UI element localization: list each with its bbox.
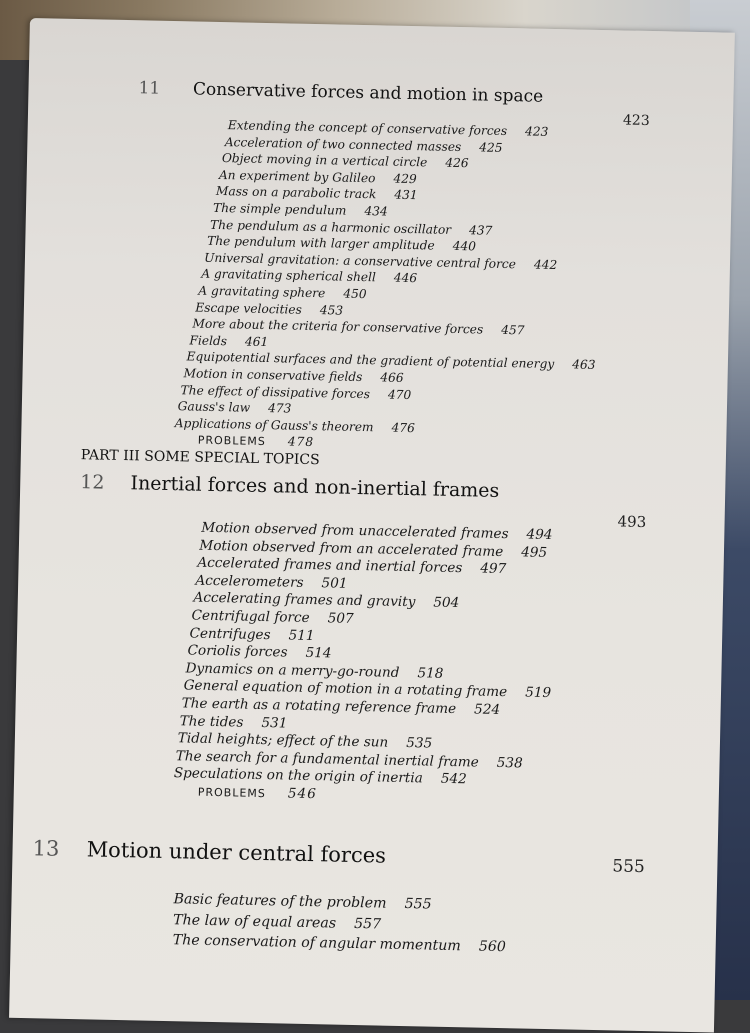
toc-entry-title: Universal gravitation: a conservative central force (204, 250, 517, 272)
toc-entry (180, 713, 288, 731)
toc-entry-page: 429 (393, 171, 417, 186)
toc-entry (173, 932, 507, 955)
toc-entry-title: The effect of dissipative forces (180, 382, 371, 401)
problems-label: PROBLEMS (197, 785, 266, 801)
toc-entry-title: Motion observed from an accelerated frame (199, 537, 504, 560)
toc-entry-page: 470 (387, 387, 412, 402)
toc-entry (222, 151, 469, 170)
toc-entry-title: More about the criteria for conservative forces (192, 316, 484, 337)
toc-entry-title: Gauss's law (177, 399, 251, 415)
toc-entry-title: The tides (179, 712, 244, 731)
toc-entry-title: Tidal heights; effect of the sun (177, 730, 389, 751)
toc-entry-page: 494 (526, 526, 553, 544)
chapter-13-heading (32, 836, 386, 867)
toc-entry (219, 168, 417, 186)
toc-entry (180, 383, 411, 402)
toc-entry (216, 184, 418, 202)
toc-entry-page: 426 (445, 155, 469, 171)
toc-entry-title: Centrifugal force (191, 607, 310, 626)
toc-entry-page: 497 (480, 560, 507, 578)
toc-entry (195, 572, 347, 591)
toc-entry-page: 473 (267, 401, 292, 416)
chapter-13-page: 555 (612, 856, 646, 878)
toc-entry (178, 399, 292, 415)
toc-entry-page: 425 (479, 140, 503, 155)
toc-entry-title: The law of equal areas (172, 911, 337, 932)
toc-entry-title: The conservation of angular momentum (172, 932, 461, 955)
toc-entry-title: Basic features of the problem (173, 891, 387, 912)
toc-entry-page: 466 (380, 370, 404, 385)
toc-entry-page: 535 (406, 735, 433, 752)
toc-entry-title: Equipotential surfaces and the gradient of potential energy (186, 349, 555, 372)
chapter-12-heading (80, 471, 499, 502)
toc-entry-title: The earth as a rotating reference frame (181, 695, 457, 718)
toc-entry (189, 625, 314, 644)
toc-entry-page: 495 (521, 544, 548, 561)
toc-entry-title: Applications of Gauss's theorem (174, 415, 374, 435)
toc-entry-page: 450 (343, 286, 367, 302)
toc-entry-page: 463 (572, 357, 596, 373)
toc-entry-page: 514 (305, 645, 332, 662)
toc-entry-title: A gravitating spherical shell (201, 267, 377, 285)
toc-entry (191, 608, 353, 627)
problems-page: 478 (287, 434, 315, 450)
chapter-title: Inertial forces and non-inertial frames (130, 472, 500, 502)
toc-entry-title: Dynamics on a merry-go-round (185, 660, 400, 681)
chapter-11-page: 423 (622, 112, 650, 129)
toc-entry-page: 557 (353, 915, 382, 933)
toc-entry-title: Accelerometers (195, 572, 304, 591)
toc-entry-page: 519 (524, 684, 552, 702)
toc-entry-page: 461 (244, 334, 269, 349)
toc-entry-page: 560 (478, 938, 507, 956)
toc-entry (183, 366, 403, 385)
toc-entry-title: A gravitating sphere (198, 283, 326, 301)
toc-entry-title: The pendulum as a harmonic oscillator (209, 217, 452, 237)
toc-entry (175, 416, 415, 435)
toc-entry-page: 518 (417, 665, 444, 682)
toc-entry-title: The search for a fundamental inertial frame (175, 748, 479, 771)
toc-entry-title: Acceleration of two connected masses (224, 134, 462, 154)
toc-entry-title: Coriolis forces (187, 642, 288, 661)
chapter-number: 13 (32, 836, 60, 861)
toc-problems (198, 433, 315, 449)
problems-label: PROBLEMS (197, 433, 266, 449)
toc-entry-title: Motion in conservative fields (183, 366, 363, 385)
toc-entry (201, 267, 417, 286)
toc-entry-page: 442 (533, 257, 558, 272)
toc-entry-title: Motion observed from unaccelerated frames (201, 519, 509, 543)
toc-entry-title: Speculations on the origin of inertia (173, 765, 423, 787)
toc-entry-title: An experiment by Galileo (218, 167, 376, 186)
toc-entry-page: 434 (364, 204, 388, 219)
toc-entry (187, 643, 331, 662)
toc-entry (173, 891, 431, 912)
toc-entry (195, 300, 343, 317)
toc-entry (198, 284, 367, 302)
toc-entry-page: 437 (468, 222, 493, 238)
toc-entry-title: Accelerating frames and gravity (193, 589, 416, 611)
toc-entry-title: Escape velocities (195, 300, 302, 317)
toc-entry-page: 531 (261, 714, 288, 732)
problems-page: 546 (287, 785, 317, 803)
toc-entry-page: 431 (394, 188, 418, 203)
toc-problems (198, 784, 317, 802)
book-page (9, 18, 735, 1033)
chapter-title: Conservative forces and motion in space (192, 79, 544, 107)
toc-entry-title: Mass on a parabolic track (215, 184, 377, 202)
toc-entry-page: 504 (433, 594, 460, 612)
part-heading: PART III SOME SPECIAL TOPICS (80, 447, 320, 469)
toc-entry-title: The pendulum with larger amplitude (207, 233, 435, 253)
toc-entry-title: General equation of motion in a rotating frame (183, 677, 508, 701)
toc-entry-title: Accelerated frames and inertial forces (197, 554, 463, 577)
toc-entry-page: 542 (440, 771, 467, 788)
toc-entry-page: 476 (391, 420, 415, 435)
chapter-number: 11 (138, 78, 161, 99)
toc-entry (213, 201, 388, 219)
toc-entry-title: Extending the concept of conservative forces (227, 118, 508, 139)
toc-entry-title: Centrifuges (189, 625, 271, 643)
chapter-11-heading (138, 78, 543, 106)
chapter-title: Motion under central forces (86, 837, 387, 868)
toc-entry-page: 423 (524, 124, 549, 139)
chapter-number: 12 (80, 471, 105, 494)
toc-entry-page: 511 (288, 627, 315, 644)
toc-entry-page: 524 (473, 701, 501, 718)
toc-entry (189, 333, 268, 349)
toc-entry-title: Fields (189, 333, 228, 348)
toc-entry-page: 446 (393, 271, 418, 286)
toc-entry (173, 912, 381, 932)
chapter-12-page: 493 (617, 512, 647, 532)
toc-entry-page: 538 (496, 754, 523, 772)
toc-entry-page: 555 (404, 896, 432, 913)
toc-entry-title: Object moving in a vertical circle (221, 151, 428, 170)
toc-entry-page: 507 (327, 610, 354, 627)
toc-entry-page: 501 (321, 575, 348, 592)
toc-entry-page: 457 (501, 323, 525, 338)
toc-entry-page: 440 (452, 239, 477, 254)
toc-entry-title: The simple pendulum (212, 200, 347, 218)
toc-entry-page: 453 (319, 302, 344, 318)
